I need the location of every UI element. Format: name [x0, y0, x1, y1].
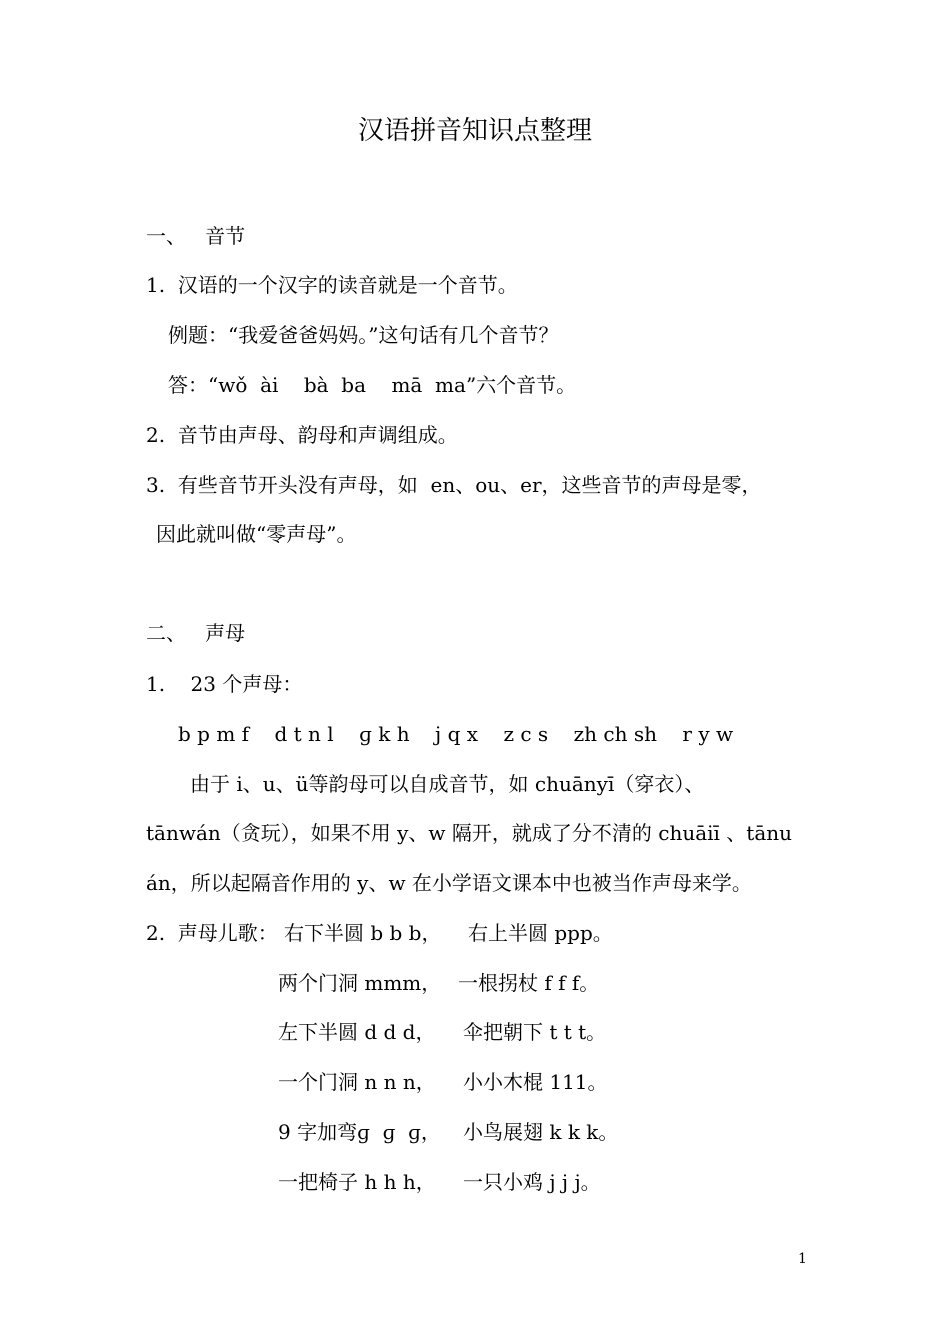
paragraph-line-2: tānwán（贪玩），如果不用 y、w 隔开，就成了分不清的 chuāiī 、tānu [146, 821, 793, 845]
rhyme-row-5-left: 9 字加弯ɡ ɡ ɡ， [278, 1120, 441, 1144]
rhyme-row-3-left: 左下半圆 d d d， [278, 1020, 436, 1044]
page-number: 1 [798, 1251, 807, 1267]
rhyme-row-4-right: 小小木棍 111。 [463, 1070, 608, 1094]
syllable-item-1: 1. 汉语的一个汉字的读音就是一个音节。 [146, 273, 518, 297]
initials-list: b p m f d t n l ɡ k h j q x z c s zh ch sh r y w [178, 722, 734, 746]
rhyme-row-3-right: 伞把朝下 t t t。 [463, 1020, 607, 1044]
rhyme-row-5-right: 小鸟展翅 k k k。 [463, 1120, 619, 1144]
syllable-item-3-line-1: 3. 有些音节开头没有声母，如 en、ou、er，这些音节的声母是零， [146, 473, 762, 497]
section-heading-initials: 二、 声母 [146, 621, 246, 645]
rhyme-row-1-left: 右下半圆 b b b， [284, 921, 442, 945]
syllable-item-3-line-2: 因此就叫做“零声母”。 [156, 522, 357, 546]
example-answer: 答：“wǒ ài bà ba mā ma”六个音节。 [168, 373, 577, 397]
syllable-item-2: 2. 音节由声母、韵母和声调组成。 [146, 423, 458, 447]
example-question: 例题：“我爱爸爸妈妈。”这句话有几个音节？ [168, 323, 559, 347]
rhyme-row-1-right: 右上半圆 ppp。 [468, 921, 613, 945]
paragraph-line-1: 由于 i、u、ü等韵母可以自成音节，如 chuānyī（穿衣）、 [190, 772, 705, 796]
rhyme-row-6-left: 一把椅子 h h h， [278, 1170, 436, 1194]
section-heading-syllable: 一、 音节 [146, 224, 246, 248]
page-title: 汉语拼音知识点整理 [357, 116, 592, 146]
rhyme-row-2-right: 一根拐杖 f f f。 [458, 971, 600, 995]
rhyme-row-2-left: 两个门洞 mmm， [278, 971, 442, 995]
rhyme-row-4-left: 一个门洞 n n n， [278, 1070, 436, 1094]
rhyme-row-6-right: 一只小鸡 j j j。 [463, 1170, 601, 1194]
initials-item-1: 1. 23 个声母： [146, 672, 303, 696]
paragraph-line-3: án，所以起隔音作用的 y、w 在小学语文课本中也被当作声母来学。 [146, 871, 752, 895]
rhyme-intro: 2. 声母儿歌： [146, 921, 278, 945]
